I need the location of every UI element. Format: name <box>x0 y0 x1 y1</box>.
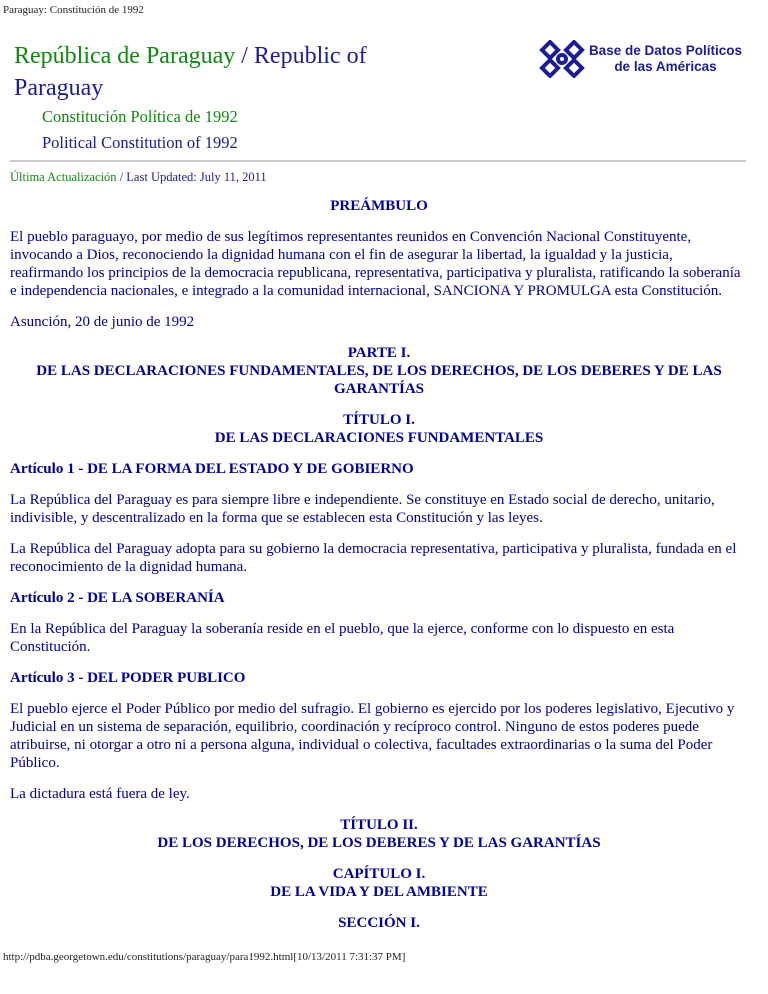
main-title <box>14 40 394 104</box>
article-3-heading: Artículo 3 - DEL PODER PUBLICO <box>10 670 246 686</box>
place-date: Asunción, 20 de junio de 1992 <box>10 314 195 330</box>
logo-line2: de las Américas <box>614 59 717 74</box>
subtitle-es: Constitución Política de 1992 <box>42 107 238 126</box>
titulo-2-number: TÍTULO II. <box>340 817 418 833</box>
titulo-1-number: TÍTULO I. <box>343 412 415 428</box>
title-en: Republic of Paraguay <box>14 43 367 101</box>
title-sep: / <box>235 43 254 69</box>
updated-en: Last Updated: July 11, 2011 <box>126 170 267 184</box>
logo-emblem-icon <box>539 40 585 78</box>
capitulo-1-heading <box>10 865 748 901</box>
article-1-paragraph: La República del Paraguay adopta para su gobierno la democracia representativa, participativa y pluralista, fundada en el reconocimiento de la dignidad humana. <box>10 541 737 575</box>
titulo-2-title: DE LOS DERECHOS, DE LOS DEBERES Y DE LAS GARANTÍAS <box>157 835 601 851</box>
part-1-number: PARTE I. <box>347 345 411 361</box>
titulo-1-heading <box>10 411 748 447</box>
capitulo-1-number: CAPÍTULO I. <box>332 866 426 882</box>
header-divider <box>10 160 746 162</box>
titulo-2-heading <box>10 816 748 852</box>
pdba-logo[interactable] <box>539 40 742 78</box>
capitulo-1-title: DE LA VIDA Y DEL AMBIENTE <box>270 884 488 900</box>
page-header <box>14 40 754 156</box>
last-updated <box>10 170 768 185</box>
article-3-paragraph: La dictadura está fuera de ley. <box>10 786 190 802</box>
document-body <box>10 197 748 932</box>
part-1-heading <box>10 344 748 398</box>
titulo-1-title: DE LAS DECLARACIONES FUNDAMENTALES <box>214 430 544 446</box>
subtitle-en: Political Constitution of 1992 <box>42 133 238 152</box>
part-1-title: DE LAS DECLARACIONES FUNDAMENTALES, DE LOS DERECHOS, DE LOS DEBERES Y DE LAS GARANTÍAS <box>36 363 722 397</box>
page-title: Paraguay: Constitución de 1992 <box>3 4 144 16</box>
article-3-paragraph: El pueblo ejerce el Poder Público por medio del sufragio. El gobierno es ejercido por los poderes legislativo, Ejecutivo y Judicial en un sistema de separación, equilibrio, coordinación y recíproco control. Ninguno de estos poderes puede atribuirse, ni otorgar a otro ni a persona alguna, individual o colectiva, facultades extraordinarias o la suma del Poder Público. <box>10 701 735 771</box>
updated-sep: / <box>116 170 127 184</box>
article-1-paragraph: La República del Paraguay es para siempre libre e independiente. Se constituye en Estado social de derecho, unitario, indivisible, y descentralizado en la forma que se establecen esta Constitución y las leyes. <box>10 492 715 526</box>
title-es: República de Paraguay <box>14 43 236 69</box>
seccion-1-heading: SECCIÓN I. <box>338 915 420 931</box>
logo-line1: Base de Datos Políticos <box>588 43 742 58</box>
article-2-paragraph: En la República del Paraguay la soberanía reside en el pueblo, que la ejerce, conforme con lo dispuesto en esta Constitución. <box>10 621 675 655</box>
article-2-heading: Artículo 2 - DE LA SOBERANÍA <box>10 590 225 606</box>
logo-text <box>589 43 742 75</box>
updated-es: Última Actualización <box>10 170 117 184</box>
preamble-text: El pueblo paraguayo, por medio de sus legítimos representantes reunidos en Convención Nacional Constituyente, invocando a Dios, reconociendo la dignidad humana con el fin de asegurar la libertad, la igualdad y la justicia, reafirmando los principios de la democracia republicana, representativa, participativa y pluralista, ratificando la soberanía e independencia nacionales, e integrado a la comunidad internacional, SANCIONA Y PROMULGA esta Constitución. <box>10 229 741 299</box>
preamble-heading: PREÁMBULO <box>330 198 428 214</box>
print-footer-url: http://pdba.georgetown.edu/constitutions/paraguay/para1992.html[10/13/2011 7:31:37 PM] <box>3 951 406 963</box>
article-1-heading: Artículo 1 - DE LA FORMA DEL ESTADO Y DE GOBIERNO <box>10 461 414 477</box>
